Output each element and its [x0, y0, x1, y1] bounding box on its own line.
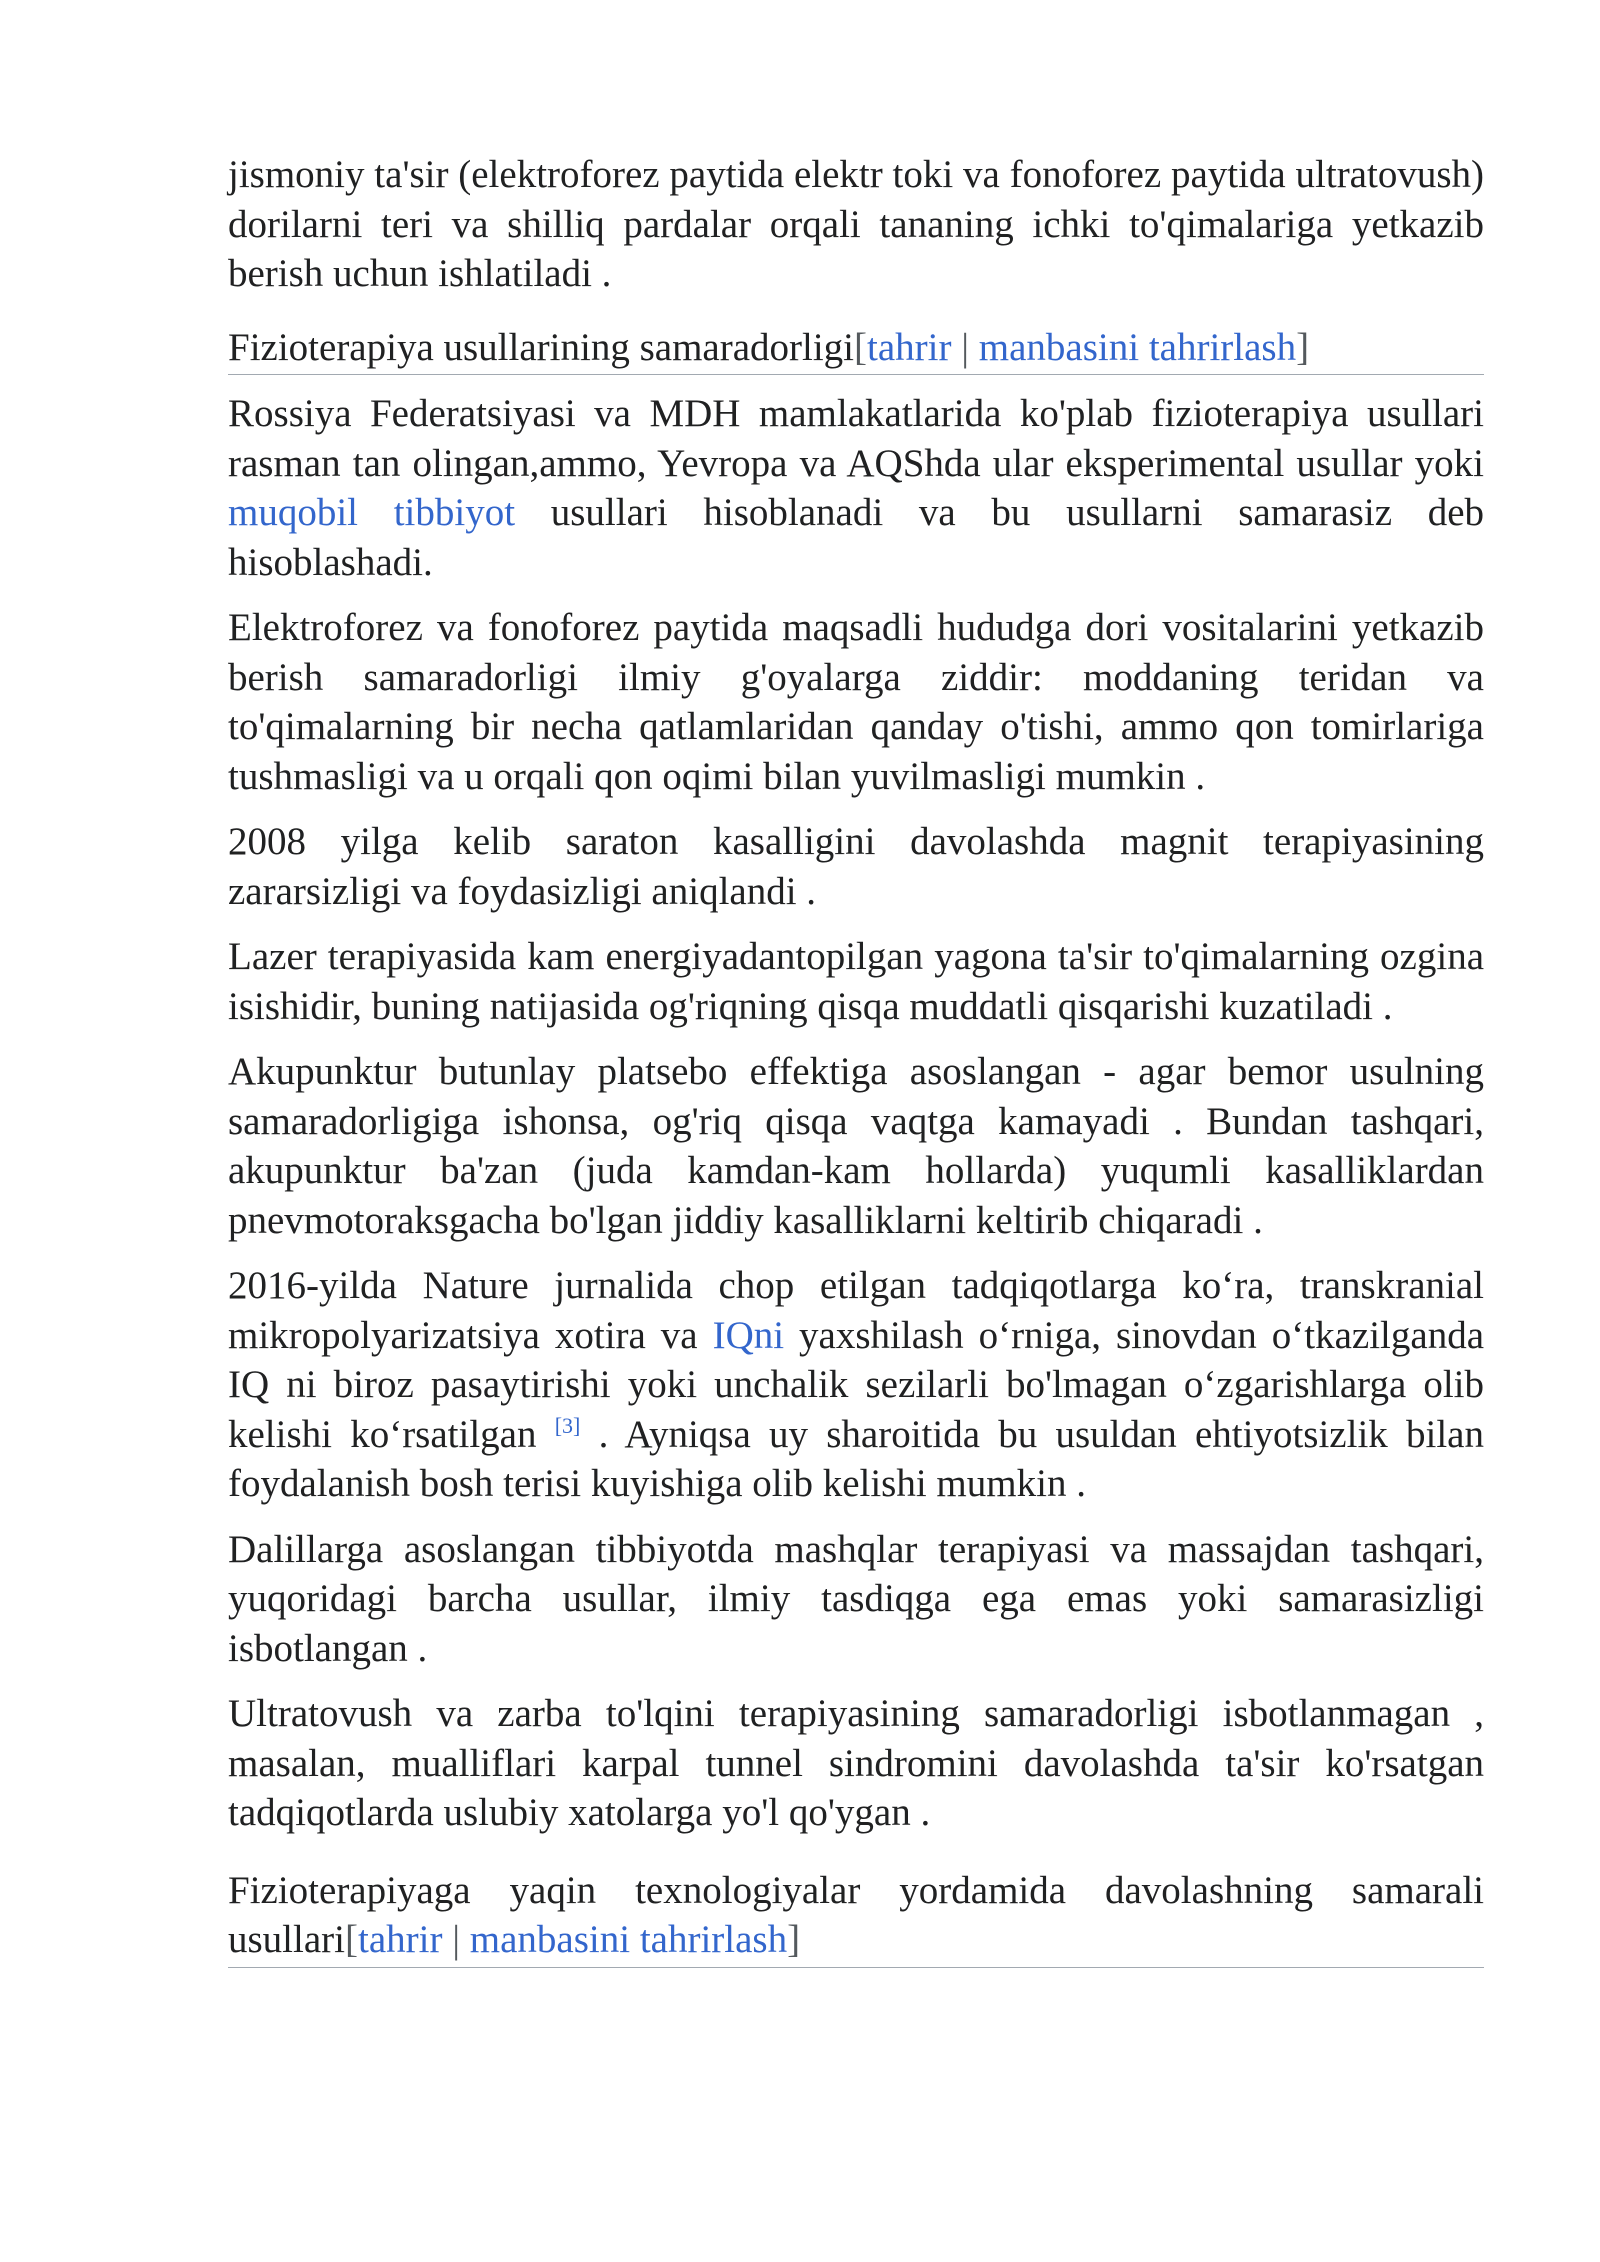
paragraph-russia — [228, 389, 1484, 587]
paragraph-text: yaxshilash o‘rniga, sinovdan o‘tkazilganda IQ ni biroz pasaytirishi yoki unchalik sezilarli bo'lmagan o‘zgarishlarga olib kelishi ko‘rsatilgan — [228, 1313, 1484, 1456]
paragraph-ultrasound: Ultratovush va zarba to'lqini terapiyasining samaradorligi isbotlanmagan , masalan, mualliflari karpal tunnel sindromini davolashda ta'sir ko'rsatgan tadqiqotlarda uslubiy xatolarga yo'l qo'ygan . — [228, 1692, 1484, 1834]
paragraph-text: 2016-yilda Nature jurnalida chop etilgan tadqiqotlarga ko‘ra, transkranial mikropolyarizatsiya xotira va — [228, 1264, 1484, 1357]
article-content — [228, 150, 1484, 1982]
paragraph-laser-therapy: Lazer terapiyasida kam energiyadantopilgan yagona ta'sir to'qimalarning ozgina isishidir, buning natijasida og'riqning qisqa muddatli qisqarishi kuzatiladi . — [228, 935, 1484, 1028]
paragraph-electrophoresis: Elektroforez va fonoforez paytida maqsadli hududga dori vositalarini yetkazib berish samaradorligi ilmiy g'oyalarga ziddir: moddaning teridan va to'qimalarning bir necha qatlamlaridan qanday o'tishi, ammo qon tomirlariga tushmasligi va u orqali qon oqimi bilan yuvilmasligi mumkin . — [228, 606, 1484, 798]
edit-separator: | — [951, 325, 979, 369]
edit-source-link[interactable]: manbasini tahrirlash — [469, 1918, 788, 1961]
section-heading-effectiveness — [228, 323, 1484, 376]
section-title: Fizioterapiyaga yaqin texnologiyalar yordamida davolashning samarali usullari — [228, 1868, 1484, 1961]
edit-link[interactable]: tahrir — [867, 325, 952, 369]
paragraph-acupuncture: Akupunktur butunlay platsebo effektiga asoslangan - agar bemor usulning samaradorligiga ishonsa, og'riq qisqa vaqtga kamayadi . Bundan tashqari, akupunktur ba'zan (juda kamdan-kam hollarda) yuqumli kasalliklardan pnevmotoraksgacha bo'lgan jiddiy kasalliklarni keltirib chiqaradi . — [228, 1050, 1484, 1242]
edit-bracket-open: [ — [344, 1918, 358, 1961]
section-title: Fizioterapiya usullarining samaradorligi — [228, 325, 854, 369]
reference-link[interactable]: [3] — [554, 1412, 581, 1438]
edit-source-link[interactable]: manbasini tahrirlash — [978, 325, 1297, 369]
paragraph-intro: jismoniy ta'sir (elektroforez paytida elektr toki va fonoforez paytida ultratovush) dorilarni teri va shilliq pardalar orqali tananing ichki to'qimalariga yetkazib berish uchun ishlatiladi . — [228, 153, 1484, 295]
paragraph-evidence-based: Dalillarga asoslangan tibbiyotda mashqlar terapiyasi va massajdan tashqari, yuqoridagi barcha usullar, ilmiy tasdiqga ega emas yoki samarasizligi isbotlangan . — [228, 1527, 1484, 1670]
paragraph-text: . Ayniqsa uy sharoitida bu usuldan ehtiyotsizlik bilan foydalanish bosh terisi kuyishiga olib kelishi mumkin . — [228, 1412, 1484, 1505]
paragraph-text: usullari hisoblanadi va bu usullarni samarasiz deb hisoblashadi. — [228, 491, 1484, 584]
iq-link[interactable]: IQni — [712, 1313, 785, 1357]
alternative-medicine-link[interactable]: muqobil tibbiyot — [228, 491, 516, 534]
paragraph-text: Rossiya Federatsiyasi va MDH mamlakatlarida ko'plab fizioterapiya usullari rasman tan olingan,ammo, Yevropa va AQShda ular eksperimental usullar yoki — [228, 392, 1484, 485]
edit-link[interactable]: tahrir — [357, 1918, 443, 1961]
paragraph-magnet-therapy: 2008 yilga kelib saraton kasalligini davolashda magnit terapiyasining zararsizligi va foydasizligi aniqlandi . — [228, 820, 1484, 913]
section-heading-effective-methods — [228, 1866, 1484, 1968]
edit-bracket-close: ] — [787, 1918, 801, 1961]
edit-bracket-open: [ — [854, 325, 867, 369]
paragraph-nature-study — [228, 1261, 1484, 1509]
edit-separator: | — [442, 1918, 470, 1961]
edit-bracket-close: ] — [1296, 325, 1310, 369]
